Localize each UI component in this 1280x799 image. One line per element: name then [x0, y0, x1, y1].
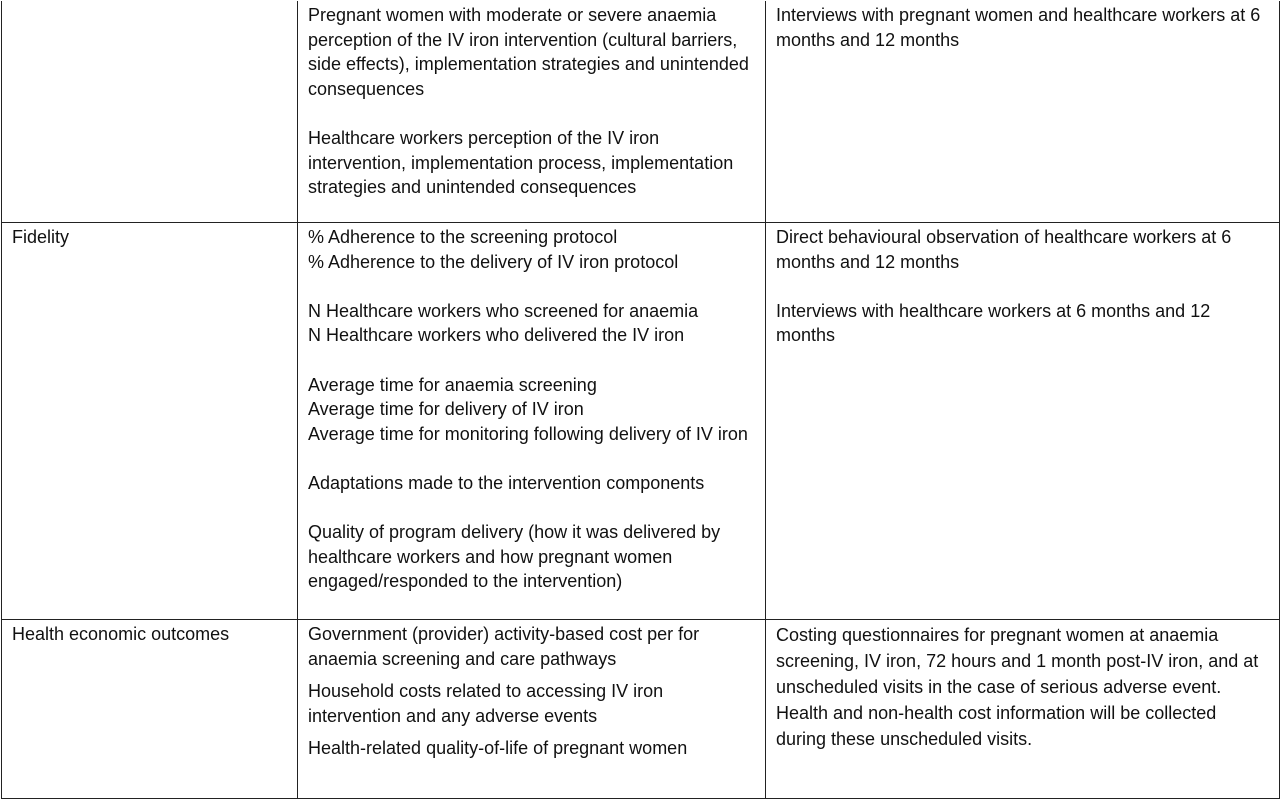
measure-text: % Adherence to the screening protocol: [308, 227, 618, 247]
measure-text: Average time for monitoring following delivery of IV iron: [308, 423, 748, 444]
methods-cell: [766, 223, 1280, 620]
methods-cell: [766, 1, 1280, 223]
outcome-label-cell: [2, 1, 298, 223]
measure-text: Health-related quality-of-life of pregnant women: [308, 738, 688, 759]
method-text: Direct behavioural observation of healthcare workers at 6 months and 12 months: [776, 227, 1232, 272]
measure-text: Government (provider) activity-based cost per for anaemia screening and care pathways: [308, 624, 700, 669]
evaluation-table: [1, 1, 1280, 799]
outcome-label-cell: [2, 620, 298, 799]
methods-cell: [766, 620, 1280, 799]
method-text: Costing questionnaires for pregnant women at anaemia screening, IV iron, 72 hours and 1 month post-IV iron, and at unscheduled visits in the case of serious adverse event. Health and non-health cost information will be collected during these unscheduled visits.: [776, 625, 1259, 749]
outcome-label: Health economic outcomes: [12, 624, 230, 644]
measures-cell: [298, 620, 766, 799]
measure-text: Adaptations made to the intervention components: [308, 472, 705, 493]
method-text: Interviews with healthcare workers at 6 months and 12 months: [776, 300, 1211, 346]
outcome-label: Fidelity: [12, 227, 70, 247]
measure-text: N Healthcare workers who delivered the IV iron: [308, 325, 685, 346]
table-row: [2, 223, 1280, 620]
measure-text: Pregnant women with moderate or severe anaemia perception of the IV iron intervention (cultural barriers, side effects), implementation strategies and unintended consequences: [308, 5, 749, 99]
measures-cell: [298, 223, 766, 620]
measure-text: Household costs related to accessing IV iron intervention and any adverse events: [308, 681, 664, 726]
measure-text: N Healthcare workers who screened for anaemia: [308, 300, 699, 321]
measure-text: Average time for anaemia screening: [308, 374, 597, 395]
measure-text: Average time for delivery of IV iron: [308, 399, 584, 420]
measure-text: Healthcare workers perception of the IV iron intervention, implementation process, implementation strategies and unintended consequences: [308, 127, 734, 198]
measure-text: Quality of program delivery (how it was delivered by healthcare workers and how pregnant women engaged/responded to the intervention): [308, 522, 721, 592]
outcome-label-cell: [2, 223, 298, 620]
measure-text: % Adherence to the delivery of IV iron protocol: [308, 251, 679, 272]
table-row: [2, 1, 1280, 223]
measures-cell: [298, 1, 766, 223]
table-row: [2, 620, 1280, 799]
method-text: Interviews with pregnant women and healthcare workers at 6 months and 12 months: [776, 5, 1261, 50]
